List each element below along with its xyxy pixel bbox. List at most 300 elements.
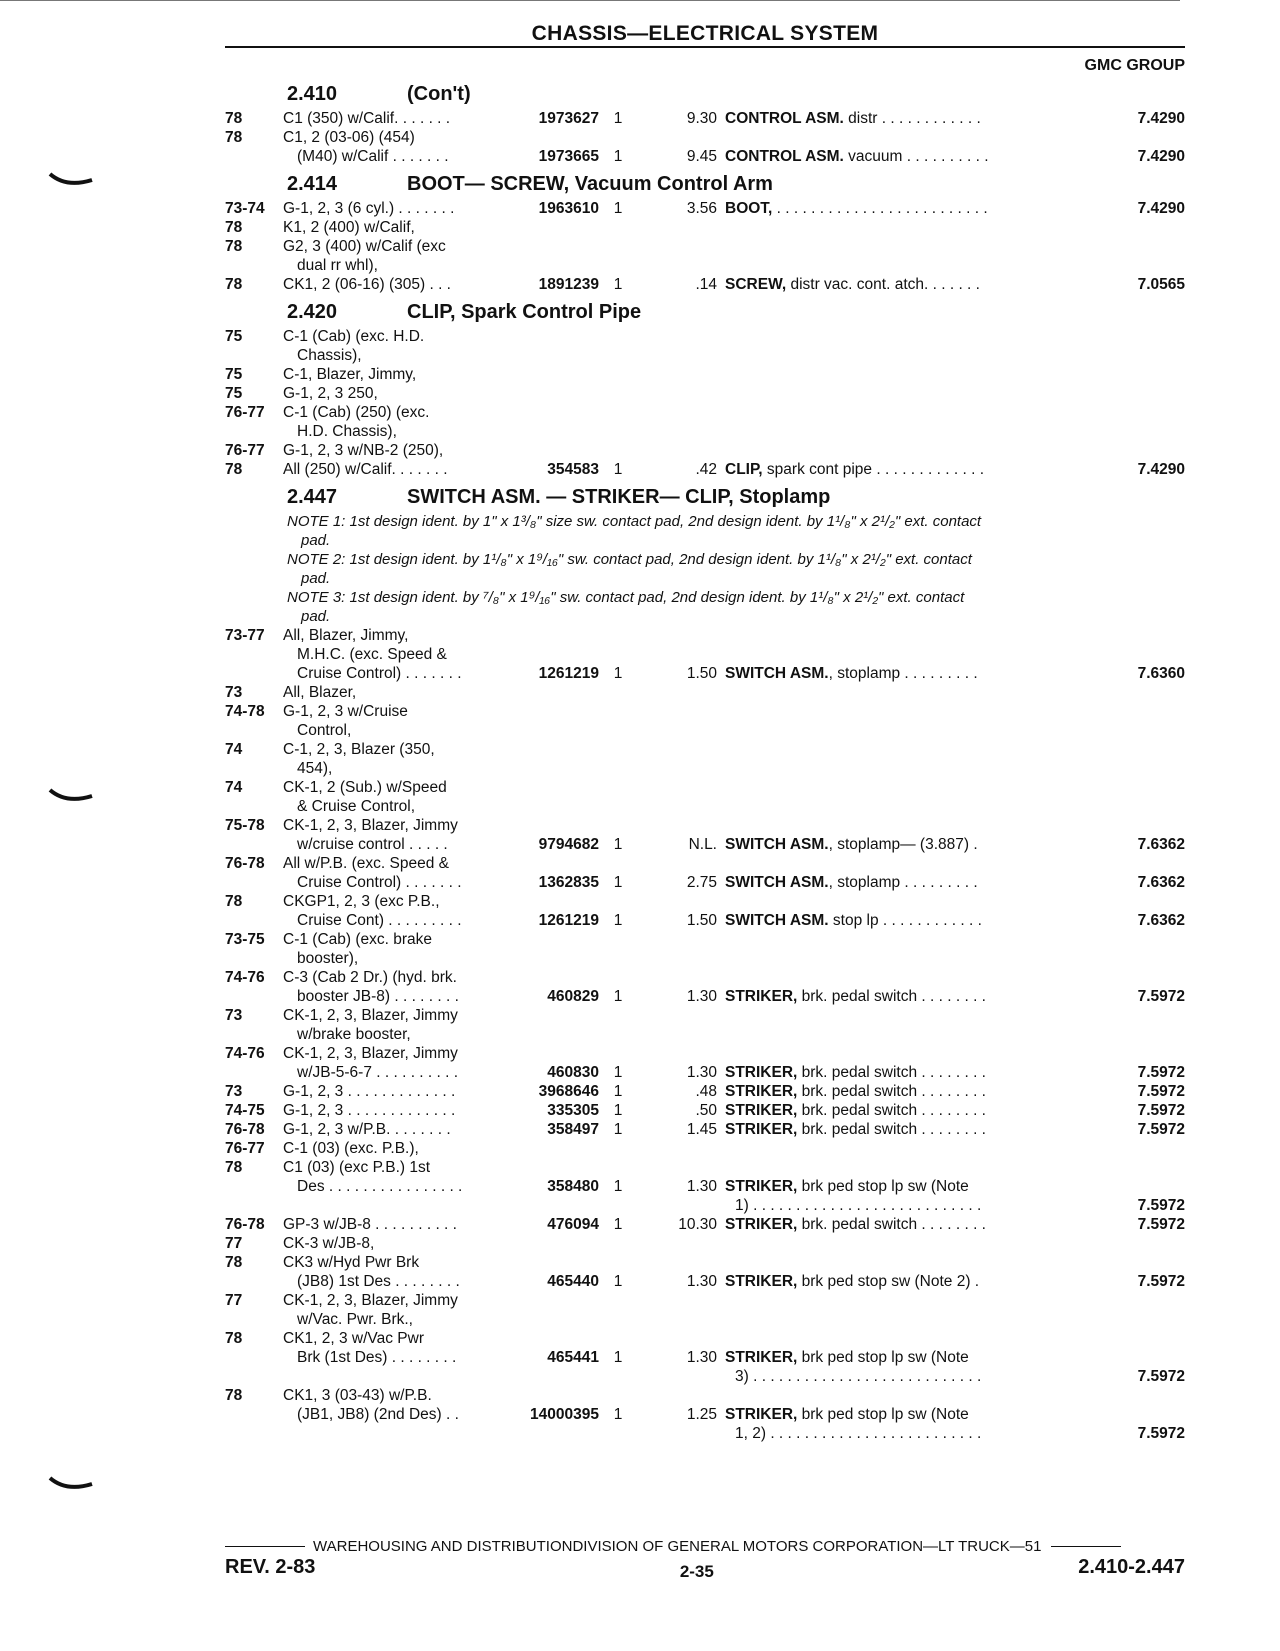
quantity: 1 (613, 1216, 623, 1233)
part-description (721, 460, 1041, 479)
model-year (225, 797, 283, 816)
part-name: STRIKER, (725, 1273, 798, 1290)
parts-line (225, 1329, 1185, 1348)
application: (M40) w/Calif . . . . . . . (297, 148, 449, 165)
gmc-group-number (1041, 1006, 1185, 1025)
part-number (511, 1291, 603, 1310)
part-number (511, 441, 603, 460)
part-description (721, 1120, 1041, 1139)
page-footer (225, 1537, 1185, 1581)
part-detail: brk. pedal switch . . . . . . . . (797, 1121, 986, 1138)
price (633, 384, 721, 403)
part-description (721, 365, 1041, 384)
price: 9.45 (686, 148, 717, 165)
section-heading (225, 82, 1185, 106)
model-year: 74-78 (225, 703, 265, 720)
price (633, 1234, 721, 1253)
parts-entry (225, 327, 1185, 479)
part-detail: brk. pedal switch . . . . . . . . (797, 1216, 986, 1233)
parts-entry (225, 128, 1185, 166)
section-number: 2.420 (287, 301, 338, 323)
quantity (603, 384, 633, 403)
application: 454), (297, 760, 333, 777)
model-year: 77 (225, 1292, 243, 1309)
parts-line (225, 1215, 1185, 1234)
application: C-1 (Cab) (exc. H.D. (283, 328, 425, 345)
part-description (721, 256, 1041, 275)
gmc-group-number (1041, 327, 1185, 346)
part-description (721, 384, 1041, 403)
part-description (721, 199, 1041, 218)
part-name: SWITCH ASM. (725, 665, 829, 682)
part-detail: brk ped stop sw (Note 2) . (797, 1273, 980, 1290)
binder-hole-mark-top (48, 170, 94, 190)
part-description (721, 645, 1041, 664)
quantity (603, 1386, 633, 1405)
application: w/cruise control . . . . . (297, 836, 448, 853)
part-number (511, 968, 603, 987)
part-number (511, 1329, 603, 1348)
model-year (225, 1196, 283, 1215)
part-number: 3968646 (538, 1083, 599, 1100)
application: G-1, 2, 3 (6 cyl.) . . . . . . . (283, 200, 455, 217)
gmc-group-number (1041, 949, 1185, 968)
part-number (511, 740, 603, 759)
part-number: 9794682 (538, 836, 599, 853)
model-year (225, 1063, 283, 1082)
part-number: 1963610 (538, 200, 599, 217)
model-year (225, 873, 283, 892)
model-year (225, 1367, 283, 1386)
part-number (511, 1386, 603, 1405)
price: 1.30 (686, 1064, 717, 1081)
gmc-group-number (1041, 626, 1185, 645)
price (633, 237, 721, 256)
price (633, 1367, 721, 1386)
note-text-continued: pad. (301, 570, 331, 587)
application: C1 (350) w/Calif. . . . . . . (283, 110, 451, 127)
application: G-1, 2, 3 250, (283, 385, 378, 402)
part-number (511, 1424, 603, 1443)
price: 10.30 (678, 1216, 717, 1233)
parts-line (225, 1234, 1185, 1253)
model-year: 78 (225, 1387, 243, 1404)
price (633, 1025, 721, 1044)
model-year (225, 1405, 283, 1424)
model-year: 76-78 (225, 1216, 265, 1233)
quantity (603, 1329, 633, 1348)
part-detail: brk. pedal switch . . . . . . . . (797, 988, 986, 1005)
quantity (603, 1196, 633, 1215)
gmc-group-number (1041, 441, 1185, 460)
top-edge-line (0, 0, 1180, 1)
part-name: STRIKER, (725, 1102, 798, 1119)
gmc-group-number: 7.4290 (1137, 110, 1185, 127)
application: G-1, 2, 3 . . . . . . . . . . . . . (283, 1102, 456, 1119)
part-name: STRIKER, (725, 988, 798, 1005)
parts-entry (225, 275, 1185, 294)
quantity: 1 (613, 912, 623, 929)
gmc-group-number (1041, 218, 1185, 237)
part-description (721, 403, 1041, 422)
part-number (511, 365, 603, 384)
quantity: 1 (613, 874, 623, 891)
quantity: 1 (613, 1083, 623, 1100)
application: GP-3 w/JB-8 . . . . . . . . . . (283, 1216, 457, 1233)
quantity: 1 (613, 988, 623, 1005)
gmc-group-number: 7.4290 (1137, 148, 1185, 165)
footer-publisher-line: WAREHOUSING AND DISTRIBUTIONDIVISION OF GENERAL MOTORS CORPORATION—LT TRUCK—51 (313, 1538, 1042, 1555)
parts-entry (225, 1386, 1185, 1443)
part-number: 460830 (547, 1064, 599, 1081)
section-title: CLIP, Spark Control Pipe (407, 301, 642, 323)
quantity (603, 422, 633, 441)
parts-line (225, 147, 1185, 166)
part-description (721, 1386, 1041, 1405)
quantity: 1 (613, 1406, 623, 1423)
gmc-group-number (1041, 702, 1185, 721)
section-number: 2.410 (287, 83, 338, 105)
part-number (511, 759, 603, 778)
part-number: 1891239 (538, 276, 599, 293)
gmc-group-number: 7.6362 (1137, 836, 1185, 853)
part-number: 335305 (547, 1102, 599, 1119)
quantity (603, 1253, 633, 1272)
parts-line (225, 778, 1185, 797)
parts-entry (225, 199, 1185, 275)
gmc-group-number (1041, 892, 1185, 911)
parts-line (225, 1158, 1185, 1177)
gmc-group-number: 7.5972 (1137, 1425, 1185, 1442)
part-detail: brk. pedal switch . . . . . . . . (797, 1064, 986, 1081)
model-year (225, 664, 283, 683)
parts-line (225, 1006, 1185, 1025)
part-detail: , stoplamp— (3.887) . (828, 836, 978, 853)
quantity (603, 1006, 633, 1025)
parts-line (225, 275, 1185, 294)
part-detail: spark cont pipe . . . . . . . . . . . . . (762, 461, 985, 478)
note-text: NOTE 3: 1st design ident. by ⁷/₈" x 1⁹/₁₆" sw. contact pad, 2nd design ident. by 1¹/₈" x 2¹/₂" ext. contact (287, 589, 965, 606)
parts-line (225, 797, 1185, 816)
gmc-group-number (1041, 759, 1185, 778)
part-description (721, 346, 1041, 365)
application: C1 (03) (exc P.B.) 1st (283, 1159, 431, 1176)
price (633, 702, 721, 721)
application: w/brake booster, (297, 1026, 411, 1043)
gmc-group-number: 7.5972 (1137, 1064, 1185, 1081)
model-year (225, 346, 283, 365)
parts-line (225, 1348, 1185, 1367)
part-description (721, 1006, 1041, 1025)
quantity: 1 (613, 836, 623, 853)
note-text: NOTE 2: 1st design ident. by 1¹/₈" x 1⁹/₁₆" sw. contact pad, 2nd design ident. by 1¹/₈" x 2¹/₂" ext. contact (287, 551, 972, 568)
part-number (511, 256, 603, 275)
part-name: STRIKER, (725, 1121, 798, 1138)
gmc-group-number (1041, 365, 1185, 384)
model-year: 78 (225, 238, 243, 255)
quantity (603, 1291, 633, 1310)
gmc-group-number (1041, 1044, 1185, 1063)
part-detail: 1, 2) . . . . . . . . . . . . . . . . . . . . . . . . . (735, 1425, 982, 1442)
quantity (603, 949, 633, 968)
parts-line (225, 422, 1185, 441)
part-number (511, 1310, 603, 1329)
model-year (225, 759, 283, 778)
gmc-group-number: 7.5972 (1137, 1102, 1185, 1119)
section-title: BOOT— SCREW, Vacuum Control Arm (407, 173, 773, 195)
price (633, 683, 721, 702)
part-detail: brk ped stop lp sw (Note (797, 1349, 969, 1366)
price (633, 218, 721, 237)
quantity (603, 797, 633, 816)
parts-line (225, 327, 1185, 346)
section-number: 2.447 (287, 486, 338, 508)
price: 2.75 (686, 874, 717, 891)
parts-line (225, 987, 1185, 1006)
part-description (721, 1348, 1041, 1367)
gmc-group-number (1041, 1177, 1185, 1196)
part-number (511, 1139, 603, 1158)
model-year: 78 (225, 1254, 243, 1271)
part-number (511, 949, 603, 968)
part-detail: vacuum . . . . . . . . . . (843, 148, 989, 165)
gmc-group-number (1041, 403, 1185, 422)
part-description (721, 987, 1041, 1006)
parts-entry (225, 626, 1185, 683)
application: dual rr whl), (297, 257, 378, 274)
application: w/JB-5-6-7 . . . . . . . . . . (297, 1064, 459, 1081)
parts-line (225, 1063, 1185, 1082)
application: C-3 (Cab 2 Dr.) (hyd. brk. (283, 969, 457, 986)
part-number: 358480 (547, 1178, 599, 1195)
gmc-group-label: GMC GROUP (1084, 57, 1185, 74)
part-description (721, 1405, 1041, 1424)
parts-line (225, 854, 1185, 873)
quantity: 1 (613, 1121, 623, 1138)
parts-line (225, 403, 1185, 422)
note-text: NOTE 1: 1st design ident. by 1" x 1³/₈" size sw. contact pad, 2nd design ident. by 1¹/₈" x 2¹/₂" ext. contact (287, 513, 982, 530)
gmc-group-number (1041, 256, 1185, 275)
part-number (511, 854, 603, 873)
part-name: STRIKER, (725, 1406, 798, 1423)
quantity (603, 441, 633, 460)
parts-line (225, 441, 1185, 460)
gmc-group-number: 7.6360 (1137, 665, 1185, 682)
model-year (225, 1310, 283, 1329)
price (633, 778, 721, 797)
part-description (721, 1196, 1041, 1215)
part-number: 465440 (547, 1273, 599, 1290)
quantity (603, 778, 633, 797)
application (283, 1367, 511, 1386)
part-description (721, 740, 1041, 759)
part-name: SWITCH ASM. (725, 874, 829, 891)
quantity: 1 (613, 1273, 623, 1290)
parts-line (225, 1272, 1185, 1291)
application: Brk (1st Des) . . . . . . . . (297, 1349, 457, 1366)
parts-line (225, 1044, 1185, 1063)
price: .48 (695, 1083, 717, 1100)
model-year: 76-77 (225, 404, 265, 421)
model-year: 73-75 (225, 931, 265, 948)
part-detail: . . . . . . . . . . . . . . . . . . . . . . . . . (772, 200, 988, 217)
parts-line (225, 702, 1185, 721)
price (633, 1310, 721, 1329)
application: M.H.C. (exc. Speed & (297, 646, 447, 663)
parts-entry (225, 930, 1185, 1006)
quantity (603, 1424, 633, 1443)
part-description (721, 1158, 1041, 1177)
part-detail: 1) . . . . . . . . . . . . . . . . . . . . . . . . . . . (735, 1197, 982, 1214)
model-year: 75 (225, 366, 243, 383)
quantity: 1 (613, 200, 623, 217)
part-number: 1362835 (538, 874, 599, 891)
application: CK-3 w/JB-8, (283, 1235, 375, 1252)
gmc-group-number: 7.6362 (1137, 874, 1185, 891)
gmc-group-number (1041, 1253, 1185, 1272)
application: Chassis), (297, 347, 362, 364)
gmc-group-number (1041, 683, 1185, 702)
part-detail: stop lp . . . . . . . . . . . . (828, 912, 982, 929)
model-year: 78 (225, 276, 243, 293)
application: booster JB-8) . . . . . . . . (297, 988, 459, 1005)
part-number: 1973665 (538, 148, 599, 165)
part-name: STRIKER, (725, 1178, 798, 1195)
part-description (721, 128, 1041, 147)
quantity: 1 (613, 1064, 623, 1081)
part-number (511, 327, 603, 346)
part-number (511, 1234, 603, 1253)
part-description (721, 626, 1041, 645)
parts-line (225, 1310, 1185, 1329)
parts-line (225, 949, 1185, 968)
parts-entry (225, 683, 1185, 854)
parts-entry (225, 854, 1185, 892)
part-description (721, 911, 1041, 930)
application: CK-1, 2, 3, Blazer, Jimmy (283, 1292, 458, 1309)
model-year: 74 (225, 779, 243, 796)
part-number (511, 1025, 603, 1044)
model-year: 78 (225, 893, 243, 910)
application: K1, 2 (400) w/Calif, (283, 219, 415, 236)
quantity (603, 128, 633, 147)
section-note (225, 588, 1185, 626)
price (633, 930, 721, 949)
model-year (225, 721, 283, 740)
price (633, 759, 721, 778)
gmc-group-number: 7.5972 (1137, 1197, 1185, 1214)
price (633, 1253, 721, 1272)
part-number (511, 892, 603, 911)
part-description (721, 1063, 1041, 1082)
part-number: 358497 (547, 1121, 599, 1138)
parts-line (225, 1139, 1185, 1158)
model-year: 73-77 (225, 627, 265, 644)
part-description (721, 797, 1041, 816)
model-year (225, 835, 283, 854)
part-name: STRIKER, (725, 1064, 798, 1081)
section-range: 2.410-2.447 (1078, 1556, 1185, 1578)
application (283, 1196, 511, 1215)
application: Control, (297, 722, 352, 739)
gmc-group-number (1041, 930, 1185, 949)
parts-line (225, 626, 1185, 645)
gmc-group-number (1041, 1025, 1185, 1044)
price: 3.56 (686, 200, 717, 217)
quantity: 1 (613, 276, 623, 293)
part-number (511, 1367, 603, 1386)
gmc-group-number (1041, 1234, 1185, 1253)
part-description (721, 835, 1041, 854)
part-number (511, 626, 603, 645)
part-description (721, 1310, 1041, 1329)
price: .50 (695, 1102, 717, 1119)
binder-hole-mark-middle (48, 786, 94, 806)
price: 1.45 (686, 1121, 717, 1138)
part-description (721, 218, 1041, 237)
model-year: 74 (225, 741, 243, 758)
gmc-group-number: 7.5972 (1137, 1121, 1185, 1138)
gmc-group-number (1041, 422, 1185, 441)
application: Cruise Control) . . . . . . . (297, 665, 462, 682)
price (633, 892, 721, 911)
application: Des . . . . . . . . . . . . . . . . (297, 1178, 463, 1195)
quantity (603, 645, 633, 664)
price (633, 968, 721, 987)
parts-line (225, 683, 1185, 702)
gmc-group-number: 7.5972 (1137, 1368, 1185, 1385)
application: CK-1, 2, 3, Blazer, Jimmy (283, 1045, 458, 1062)
application: C-1 (Cab) (exc. brake (283, 931, 433, 948)
part-detail: distr vac. cont. atch. . . . . . . (786, 276, 980, 293)
quantity (603, 403, 633, 422)
part-number (511, 1158, 603, 1177)
parts-line (225, 1253, 1185, 1272)
part-description (721, 422, 1041, 441)
price (633, 256, 721, 275)
section-title: (Con't) (407, 83, 471, 105)
quantity (603, 626, 633, 645)
price (633, 346, 721, 365)
part-number: 1261219 (538, 665, 599, 682)
header-rule (225, 46, 1185, 48)
application: C-1 (03) (exc. P.B.), (283, 1140, 419, 1157)
quantity: 1 (613, 1349, 623, 1366)
application: Cruise Control) . . . . . . . (297, 874, 462, 891)
application: CK1, 2, 3 w/Vac Pwr (283, 1330, 424, 1347)
part-number (511, 422, 603, 441)
quantity (603, 365, 633, 384)
model-year (225, 1348, 283, 1367)
application: C-1 (Cab) (250) (exc. (283, 404, 430, 421)
part-detail: 3) . . . . . . . . . . . . . . . . . . . . . . . . . . . (735, 1368, 982, 1385)
part-description (721, 327, 1041, 346)
part-number (511, 128, 603, 147)
gmc-group-number (1041, 854, 1185, 873)
part-number: 476094 (547, 1216, 599, 1233)
part-number (511, 218, 603, 237)
model-year (225, 1424, 283, 1443)
part-description (721, 1272, 1041, 1291)
model-year: 76-78 (225, 1121, 265, 1138)
part-description (721, 702, 1041, 721)
application: G-1, 2, 3 . . . . . . . . . . . . . (283, 1083, 456, 1100)
section-note (225, 550, 1185, 588)
parts-line (225, 460, 1185, 479)
price (633, 1006, 721, 1025)
application: (JB8) 1st Des . . . . . . . . (297, 1273, 460, 1290)
part-description (721, 109, 1041, 128)
